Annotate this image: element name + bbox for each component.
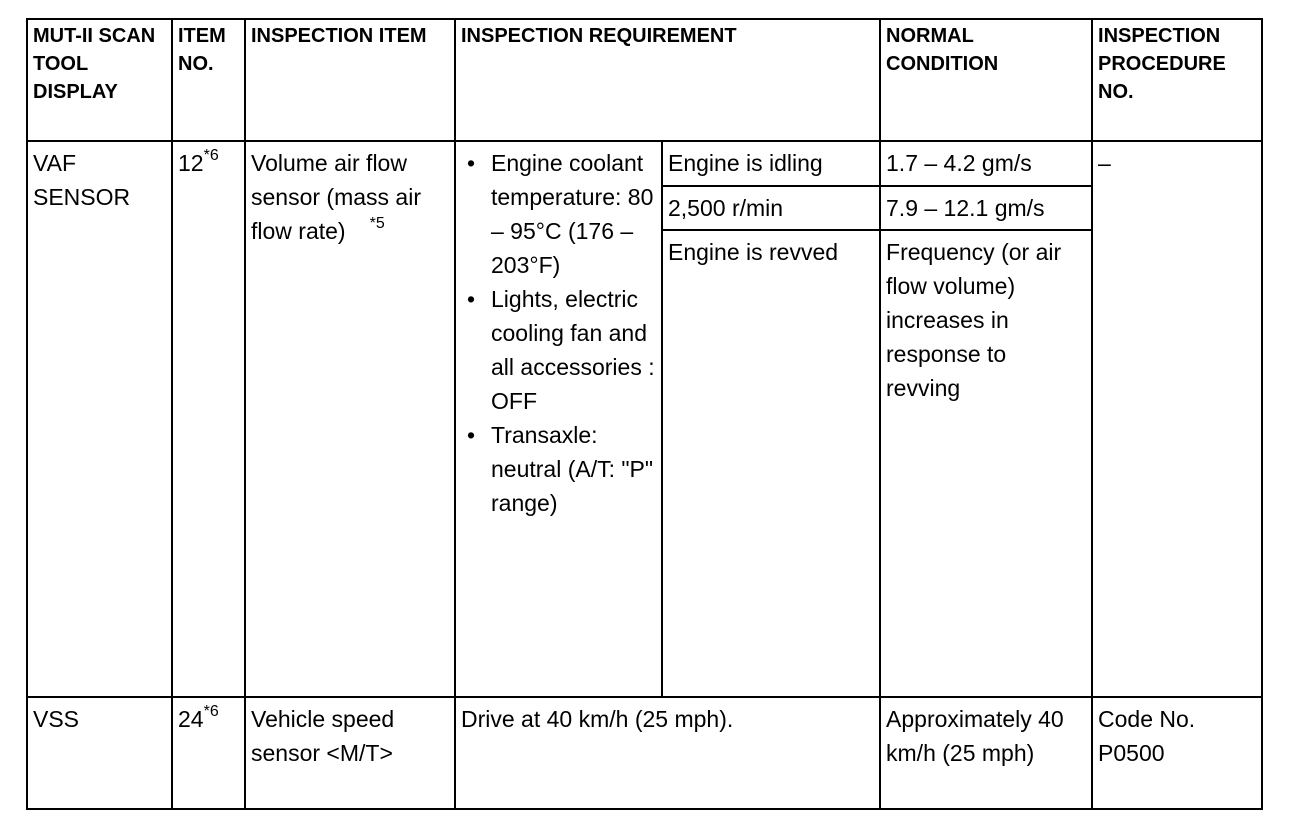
vss-requirement: Drive at 40 km/h (25 mph). [455, 697, 880, 809]
vaf-display: VAF SENSOR [27, 141, 172, 697]
vss-item-no-value: 24 [178, 706, 204, 732]
list-item: • Engine coolant temperature: 80 – 95°C (176 – 203°F) [461, 146, 656, 282]
vaf-item-no-value: 12 [178, 150, 204, 176]
table-row-vss [27, 697, 1262, 809]
header-item-no: ITEM NO. [172, 19, 245, 141]
vss-procedure: Code No. P0500 [1092, 697, 1262, 809]
header-display: MUT-II SCAN TOOL DISPLAY [27, 19, 172, 141]
vaf-condition-2500: 2,500 r/min [662, 186, 880, 230]
vss-normal: Approximately 40 km/h (25 mph) [880, 697, 1092, 809]
vaf-procedure: – [1092, 141, 1262, 697]
vaf-requirement-list [461, 146, 656, 520]
header-requirement: INSPECTION REQUIREMENT [455, 19, 880, 141]
vaf-normal-idling: 1.7 – 4.2 gm/s [880, 141, 1092, 186]
vss-item-no-note: *6 [203, 703, 219, 721]
vaf-item-note: *5 [369, 215, 385, 233]
vaf-normal-revved: Frequency (or air flow volume) increases in response to revving [880, 230, 1092, 697]
header-item: INSPECTION ITEM [245, 19, 455, 141]
header-normal: NORMAL CONDITION [880, 19, 1092, 141]
vaf-item-no [172, 141, 245, 697]
list-item: • Transaxle: neutral (A/T: "P" range) [461, 418, 656, 520]
inspection-table [26, 18, 1263, 810]
vss-item-no [172, 697, 245, 809]
vss-display: VSS [27, 697, 172, 809]
header-row [27, 19, 1262, 141]
vaf-condition-idling: Engine is idling [662, 141, 880, 186]
table-row-vaf [27, 141, 1262, 186]
vaf-requirement [455, 141, 662, 697]
list-item: • Lights, electric cooling fan and all accessories : OFF [461, 282, 656, 418]
vaf-item [245, 141, 455, 697]
header-procedure: INSPECTION PROCEDURE NO. [1092, 19, 1262, 141]
vaf-condition-revved: Engine is revved [662, 230, 880, 697]
vaf-item-no-note: *6 [203, 147, 219, 165]
vaf-normal-2500: 7.9 – 12.1 gm/s [880, 186, 1092, 230]
vaf-item-text: Volume air flow sensor (mass air flow rate) [251, 150, 421, 244]
vss-item: Vehicle speed sensor <M/T> [245, 697, 455, 809]
